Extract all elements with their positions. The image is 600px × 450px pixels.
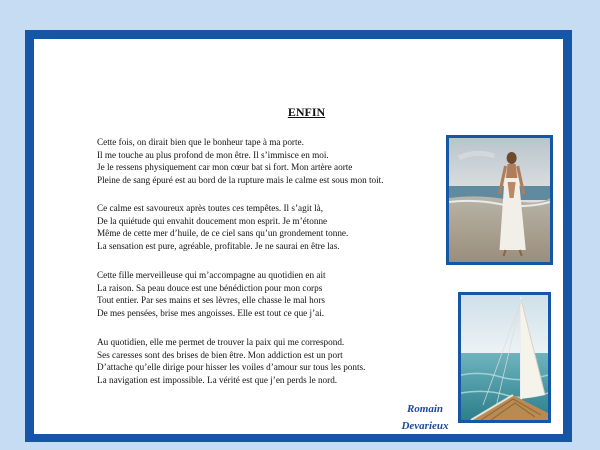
poem-line: De la quiétude qui envahit doucement mon esprit. Je m’étonne [97,215,328,226]
poem-line: La raison. Sa peau douce est une bénédiction pour mon corps [97,282,323,293]
author-signature [390,401,460,435]
woman-on-beach-image [446,135,553,265]
poem-title: ENFIN [287,105,326,119]
poem-line: Ses caresses sont des brises de bien être. Mon addiction est un port [97,349,343,360]
poem-line: Cette fois, on dirait bien que le bonheur tape à ma porte. [97,137,304,147]
poem-line: De mes pensées, brise mes angoisses. Elle est tout ce que j’ai. [97,307,325,318]
poem-line: D’attache qu’elle dirige pour hisser les voiles d’amour sur tous les ponts. [97,362,366,373]
poem-line: Il me touche au plus profond de mon être. Il s’immisce en moi. [97,149,329,160]
sailboat-icon [461,295,548,420]
poem-line: Cette fille merveilleuse qui m’accompagne au quotidien en ait [97,270,326,280]
poem-line: Ce calme est savoureux après toutes ces tempêtes. Il s’agit là, [97,203,324,213]
author-last-name: Devarieux [401,420,449,432]
poem-line: Au quotidien, elle me permet de trouver la paix qui me correspond. [97,337,345,347]
author-first-name: Romain [406,403,444,415]
poem-page [34,39,563,434]
stanza-2 [97,202,477,252]
poem-line: Même de cette mer d’huile, de ce ciel sans qu’un grondement tonne. [97,228,349,239]
sailboat-image [458,292,551,423]
page-frame [25,30,572,442]
poem-line: Tout entier. Par ses mains et ses lèvres, elle chasse le mal hors [97,295,325,306]
stanza-3 [97,269,477,319]
poem-line: Pleine de sang épuré est au bord de la rupture mais le calme est sous mon toit. [97,174,384,185]
stanza-1 [97,136,477,186]
poem-line: Je le ressens physiquement car mon cœur bat si fort. Mon artère aorte [97,162,353,173]
poem-line: La navigation est impossible. La vérité est que j’en perds le nord. [97,374,338,385]
poem-line: La sensation est pure, agréable, profitable. Je ne saurai en être las. [97,240,340,251]
stanza-4 [97,336,477,386]
woman-on-beach-icon [449,138,550,262]
